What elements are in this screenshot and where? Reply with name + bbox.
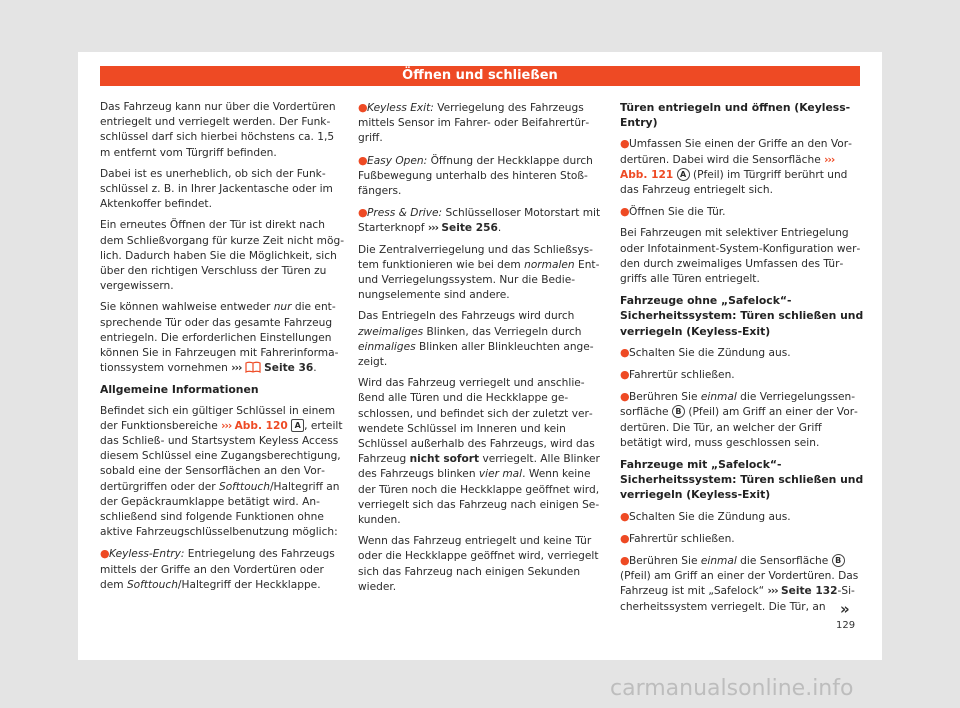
paragraph xyxy=(620,226,864,287)
text: Blinken, das Verriegeln durch xyxy=(423,325,582,338)
emphasis: Keyless-Entry: xyxy=(109,548,185,561)
text: Ent- und Verriegelungssystem. Nur die Bedienungselemente sind andere. xyxy=(358,258,600,302)
list-item xyxy=(358,205,604,236)
paragraph xyxy=(358,309,604,370)
list-item xyxy=(620,345,864,361)
reference-arrows: ››› xyxy=(221,419,232,432)
list-item xyxy=(620,389,864,451)
page-reference-link[interactable]: Seite 36 xyxy=(264,362,314,375)
bullet-dot-icon: ● xyxy=(620,205,630,219)
emphasis: normalen xyxy=(524,258,575,271)
page-reference-link[interactable]: Seite 256 xyxy=(441,222,498,235)
text: Schlüsselloser Motorstart mit Starterknopf xyxy=(358,207,601,235)
text: Entriegelung des Fahrzeugs mittels der Griffe an den Vordertüren oder dem xyxy=(100,548,335,591)
bullet-dot-icon: ● xyxy=(358,153,368,167)
emphasis: nur xyxy=(273,301,292,314)
text: Umfassen Sie einen der Griffe an den Vordertüren. Dabei wird die Sensorfläche xyxy=(620,138,852,166)
paragraph xyxy=(100,167,346,213)
text: Berühren Sie xyxy=(629,391,701,404)
column-left xyxy=(100,100,346,599)
text: Die Zentralverriegelung und das Schließsystem funktionieren wie bei dem xyxy=(358,243,593,271)
column-middle xyxy=(358,100,604,601)
text: Fahrertür schließen. xyxy=(629,532,735,545)
continued-marker: » xyxy=(840,600,850,618)
text: die Sensorfläche xyxy=(736,555,832,568)
emphasis: einmaliges xyxy=(358,340,416,353)
reference-arrows: ››› xyxy=(767,585,778,598)
emphasis: Softtouch xyxy=(126,578,178,591)
text: Das Entriegeln des Fahrzeugs wird durch xyxy=(358,310,575,323)
subheading: Allgemeine Informationen xyxy=(100,383,259,397)
text: (Pfeil) am Griff an einer der Vordertüren. Das Fahrzeug ist mit „Safelock“ xyxy=(620,570,859,598)
subheading: Türen entriegeln und öffnen (Keyless-Entry) xyxy=(620,101,851,130)
bullet-dot-icon: ● xyxy=(620,345,630,359)
text: Bei Fahrzeugen mit selektiver Entriegelung oder Infotainment-System-Konfiguration werden durch zweimaliges Umfassen des Türgriffs alle Türen entriegelt. xyxy=(620,227,861,286)
section-title: Öffnen und schließen xyxy=(402,68,558,83)
emphasis: vier mal xyxy=(478,468,523,481)
callout-letter-icon: B xyxy=(672,405,685,418)
emphasis: Press & Drive: xyxy=(367,207,443,220)
column-right xyxy=(620,100,864,621)
list-item xyxy=(620,367,864,383)
text: , erteilt das Schließ- und Startsystem Keyless Access diesem Schlüssel eine Zugangsberechtigung, sobald eine der Sensorflächen an den Vordertürgriffen oder der xyxy=(100,419,343,493)
text: . Wenn keine der Türen noch die Heckklappe geöffnet wird, verriegelt sich das Fahrzeug nach einigen Sekunden. xyxy=(358,468,600,527)
text: Wird das Fahrzeug verriegelt und anschließend alle Türen und die Heckklappe geschlossen, und befindet sich der zuletzt verwendete Schlüssel im Inneren und kein Schlüssel außerhalb des Fahrzeugs, wird das Fahrzeug xyxy=(358,377,595,466)
subheading: Fahrzeuge mit „Safelock“-Sicherheitssystem: Türen schließen und verriegeln (Keyless-Exit) xyxy=(620,458,864,502)
text: /Haltegriff an der Gepäckraumklappe betätigt wird. Anschließend sind folgende Funktionen ohne aktive Fahrzeugschlüsselbenutzung möglich: xyxy=(100,480,340,539)
text: . xyxy=(313,362,317,375)
reference-arrows: ››› xyxy=(824,153,835,166)
list-item xyxy=(358,153,604,200)
paragraph xyxy=(358,534,604,595)
subheading: Fahrzeuge ohne „Safelock“-Sicherheitssystem: Türen schließen und verriegeln (Keyless-Exit) xyxy=(620,294,864,338)
text: (Pfeil) am Griff an einer der Vordertüren. Die Tür, an welcher der Griff betätigt wird, muss geschlossen sein. xyxy=(620,406,858,449)
bullet-dot-icon: ● xyxy=(100,547,110,561)
callout-letter-icon: A xyxy=(677,168,690,181)
text: Schalten Sie die Zündung aus. xyxy=(629,346,791,359)
list-item xyxy=(620,204,864,220)
text: Befindet sich ein gültiger Schlüssel in einem der Funktionsbereiche xyxy=(100,404,336,432)
paragraph xyxy=(358,376,604,528)
text: Fahrertür schließen. xyxy=(629,369,735,382)
book-reference-icon xyxy=(245,361,261,373)
list-item xyxy=(100,546,346,593)
callout-letter-icon: B xyxy=(832,554,845,567)
bullet-dot-icon: ● xyxy=(358,206,368,220)
bullet-dot-icon: ● xyxy=(620,509,630,523)
text: die entsprechende Tür oder das gesamte Fahrzeug entriegeln. Die erforderlichen Einstellungen können Sie in Fahrzeugen mit Fahrerinformationssystem vornehmen xyxy=(100,301,339,375)
emphasis: Easy Open: xyxy=(367,154,428,167)
bullet-dot-icon: ● xyxy=(620,368,630,382)
paragraph xyxy=(100,300,346,376)
paragraph xyxy=(100,218,346,294)
reference-arrows: ››› xyxy=(427,222,439,235)
page-reference-link[interactable]: Seite 132 xyxy=(781,585,838,598)
paragraph xyxy=(100,100,346,161)
text: Wenn das Fahrzeug entriegelt und keine Tür oder die Heckklappe geöffnet wird, verriegelt sich das Fahrzeug nach einigen Sekunden wieder. xyxy=(358,535,599,593)
text: Schalten Sie die Zündung aus. xyxy=(629,510,791,523)
text: Das Fahrzeug kann nur über die Vordertüren entriegelt und verriegelt werden. Der Funkschlüssel darf sich hierbei höchstens ca. 1,5 m entfernt vom Türgriff befinden. xyxy=(100,101,336,159)
bullet-dot-icon: ● xyxy=(620,137,630,151)
emphasis: Keyless Exit: xyxy=(367,102,434,114)
text: Berühren Sie xyxy=(629,555,701,568)
bullet-dot-icon: ● xyxy=(620,554,630,568)
reference-arrows: ››› xyxy=(231,362,242,375)
text: Öffnen Sie die Tür. xyxy=(629,206,726,219)
text: (Pfeil) im Türgriff berührt und das Fahrzeug entriegelt sich. xyxy=(620,168,848,197)
figure-reference-link[interactable]: Abb. 120 xyxy=(234,419,288,432)
text: Ein erneutes Öffnen der Tür ist direkt nach dem Schließvorgang für kurze Zeit nicht möglich. Dadurch haben Sie die Möglichkeit, sich über den richtigen Verschluss der Türen zu vergewissern. xyxy=(100,219,345,293)
list-item xyxy=(358,100,604,147)
text: -Sicherheitssystem verriegelt. Die Tür, an xyxy=(620,585,855,613)
text: die Verriegelungssensorfläche xyxy=(620,391,856,419)
text: Öffnung der Heckklappe durch Fußbewegung unterhalb des hinteren Stoßfängers. xyxy=(358,154,593,198)
paragraph xyxy=(100,404,346,541)
emphasis: zweimaliges xyxy=(358,325,424,338)
callout-letter-icon: A xyxy=(291,419,304,432)
text: . xyxy=(497,222,502,235)
list-item xyxy=(620,553,864,615)
page-number: 129 xyxy=(836,620,856,631)
strong-text: nicht sofort xyxy=(409,453,480,466)
list-item xyxy=(620,136,864,198)
bullet-dot-icon: ● xyxy=(620,531,630,545)
text: Verriegelung des Fahrzeugs mittels Sensor im Fahrer- oder Beifahrertürgriff. xyxy=(358,102,590,145)
section-header xyxy=(100,66,860,86)
text: Blinken aller Blinkleuchten angezeigt. xyxy=(358,340,594,369)
list-item xyxy=(620,531,864,547)
list-item xyxy=(620,509,864,525)
figure-reference-link[interactable]: Abb. 121 xyxy=(620,168,674,181)
bullet-dot-icon: ● xyxy=(620,390,630,404)
text: Dabei ist es unerheblich, ob sich der Funkschlüssel z. B. in Ihrer Jackentasche oder im Aktenkoffer befindet. xyxy=(100,167,333,211)
emphasis: Softtouch xyxy=(218,480,270,493)
text: /Haltegriff der Heckklappe. xyxy=(177,578,321,591)
text: Sie können wahlweise entweder xyxy=(100,301,274,314)
bullet-dot-icon: ● xyxy=(358,101,368,114)
text: verriegelt. Alle Blinker des Fahrzeugs blinken xyxy=(358,453,600,481)
site-watermark: carmanualsonline.info xyxy=(610,676,854,701)
emphasis: einmal xyxy=(700,555,737,568)
emphasis: einmal xyxy=(700,391,737,404)
paragraph xyxy=(358,243,604,304)
